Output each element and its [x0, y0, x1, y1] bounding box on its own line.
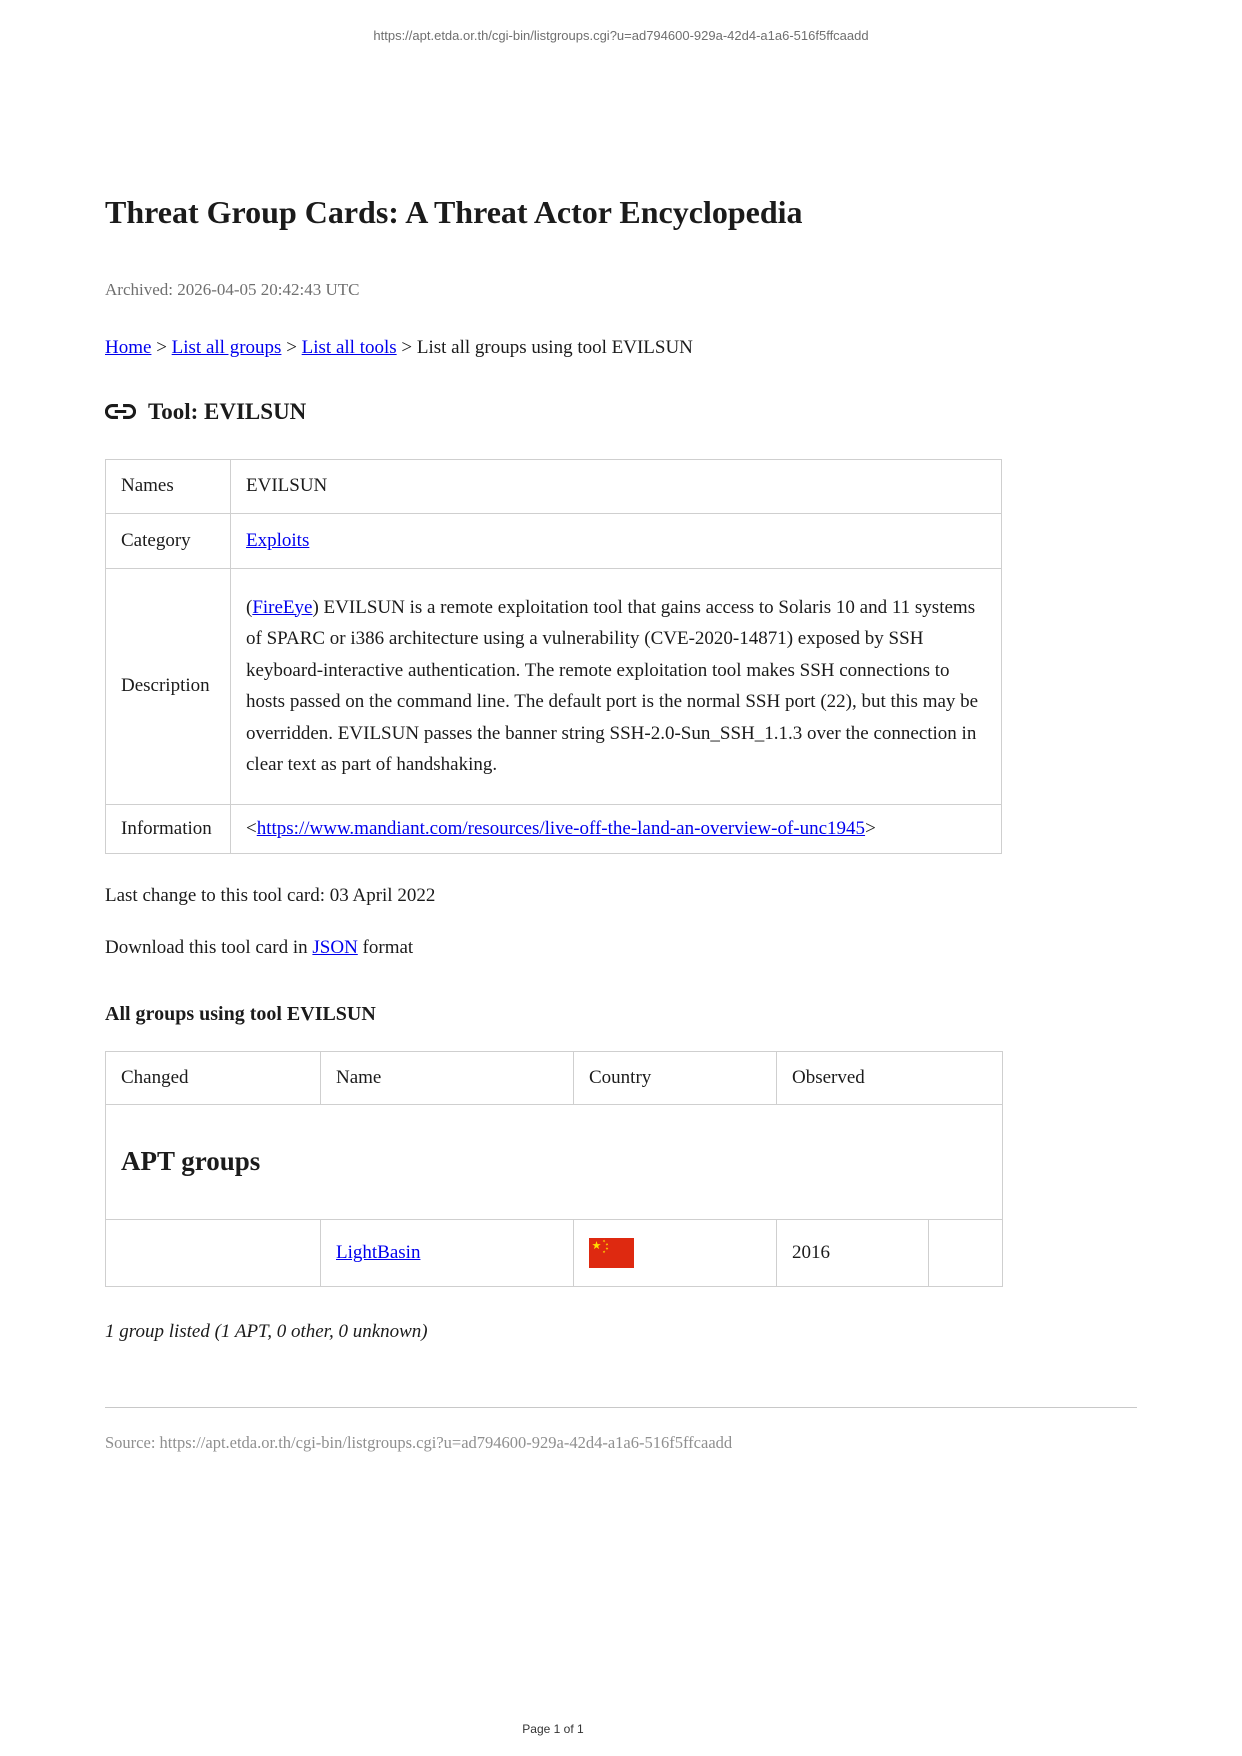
breadcrumb-separator: > — [286, 336, 297, 358]
information-value — [231, 804, 1002, 853]
breadcrumb-link-list-all-groups[interactable]: List all groups — [171, 336, 282, 358]
table-row-description — [106, 568, 1002, 804]
breadcrumb — [105, 337, 1137, 359]
lightbasin-link[interactable]: LightBasin — [336, 1241, 421, 1263]
group-count-summary: 1 group listed (1 APT, 0 other, 0 unknown) — [105, 1320, 428, 1342]
tool-heading-row — [105, 399, 1137, 425]
china-flag — [589, 1238, 634, 1268]
groups-heading: All groups using tool EVILSUN — [105, 1002, 376, 1025]
information-label: Information — [106, 804, 231, 853]
footer-divider — [105, 1407, 1137, 1408]
observed-cell: 2016 — [777, 1219, 929, 1286]
table-row-category — [106, 513, 1002, 568]
last-change-text: Last change to this tool card: 03 April 2022 — [105, 884, 436, 906]
column-header-changed: Changed — [106, 1051, 321, 1104]
tool-heading: Tool: EVILSUN — [148, 398, 307, 424]
table-row-names — [106, 459, 1002, 513]
archive-url-header: https://apt.etda.or.th/cgi-bin/listgroups.cgi?u=ad794600-929a-42d4-a1a6-516f5ffcaadd — [373, 28, 869, 43]
download-suffix: format — [357, 936, 414, 958]
empty-cell — [929, 1219, 1003, 1286]
table-row-lightbasin — [106, 1219, 1003, 1286]
apt-groups-section-row — [106, 1104, 1003, 1219]
description-open-paren: ( — [246, 596, 253, 618]
breadcrumb-separator: > — [156, 336, 167, 358]
information-close-bracket: > — [865, 817, 876, 839]
description-body: ) EVILSUN is a remote exploitation tool that gains access to Solaris 10 and 11 systems of SPARC or i386 architecture using a vulnerability (CVE-2020-14871) exposed by SSH keyboard-interactive authentication. The remote exploitation tool makes SSH connections to hosts passed on the command line. The default port is the normal SSH port (22), but this may be overridden. EVILSUN passes the banner string SSH-2.0-Sun_SSH_1.1.3 over the connection in clear text as part of handshaking. — [246, 596, 979, 776]
country-cell — [574, 1219, 777, 1286]
download-prefix: Download this tool card in — [105, 936, 313, 958]
breadcrumb-separator: > — [401, 336, 413, 358]
apt-groups-section-title: APT groups — [121, 1146, 261, 1177]
page-number-footer: Page 1 of 1 — [522, 1722, 584, 1736]
name-cell — [321, 1219, 574, 1286]
breadcrumb-link-home[interactable]: Home — [105, 336, 152, 358]
column-header-country: Country — [574, 1051, 777, 1104]
fireeye-link[interactable]: FireEye — [252, 596, 313, 618]
category-exploits-link[interactable]: Exploits — [246, 529, 310, 551]
table-row-information — [106, 804, 1002, 853]
breadcrumb-link-list-all-tools[interactable]: List all tools — [301, 336, 397, 358]
archived-timestamp: Archived: 2026-04-05 20:42:43 UTC — [105, 279, 360, 299]
names-label: Names — [106, 459, 231, 513]
tool-card-table — [105, 459, 1002, 854]
chain-link-icon[interactable] — [105, 400, 136, 423]
download-line — [105, 937, 1137, 959]
names-value: EVILSUN — [231, 459, 1002, 513]
column-header-name: Name — [321, 1051, 574, 1104]
page-title: Threat Group Cards: A Threat Actor Encyclopedia — [105, 194, 803, 230]
description-label: Description — [106, 568, 231, 804]
column-header-observed: Observed — [777, 1051, 1003, 1104]
json-download-link[interactable]: JSON — [312, 936, 358, 958]
mandiant-link[interactable]: https://www.mandiant.com/resources/live-off-the-land-an-overview-of-unc1945 — [256, 817, 866, 839]
information-open-bracket: < — [246, 817, 257, 839]
groups-table — [105, 1051, 1003, 1287]
description-text — [231, 568, 1002, 804]
changed-cell — [106, 1219, 321, 1286]
groups-table-header — [106, 1051, 1003, 1104]
breadcrumb-current: List all groups using tool EVILSUN — [416, 336, 693, 358]
source-line: Source: https://apt.etda.or.th/cgi-bin/listgroups.cgi?u=ad794600-929a-42d4-a1a6-516f5ffcaadd — [105, 1432, 733, 1452]
category-label: Category — [106, 513, 231, 568]
